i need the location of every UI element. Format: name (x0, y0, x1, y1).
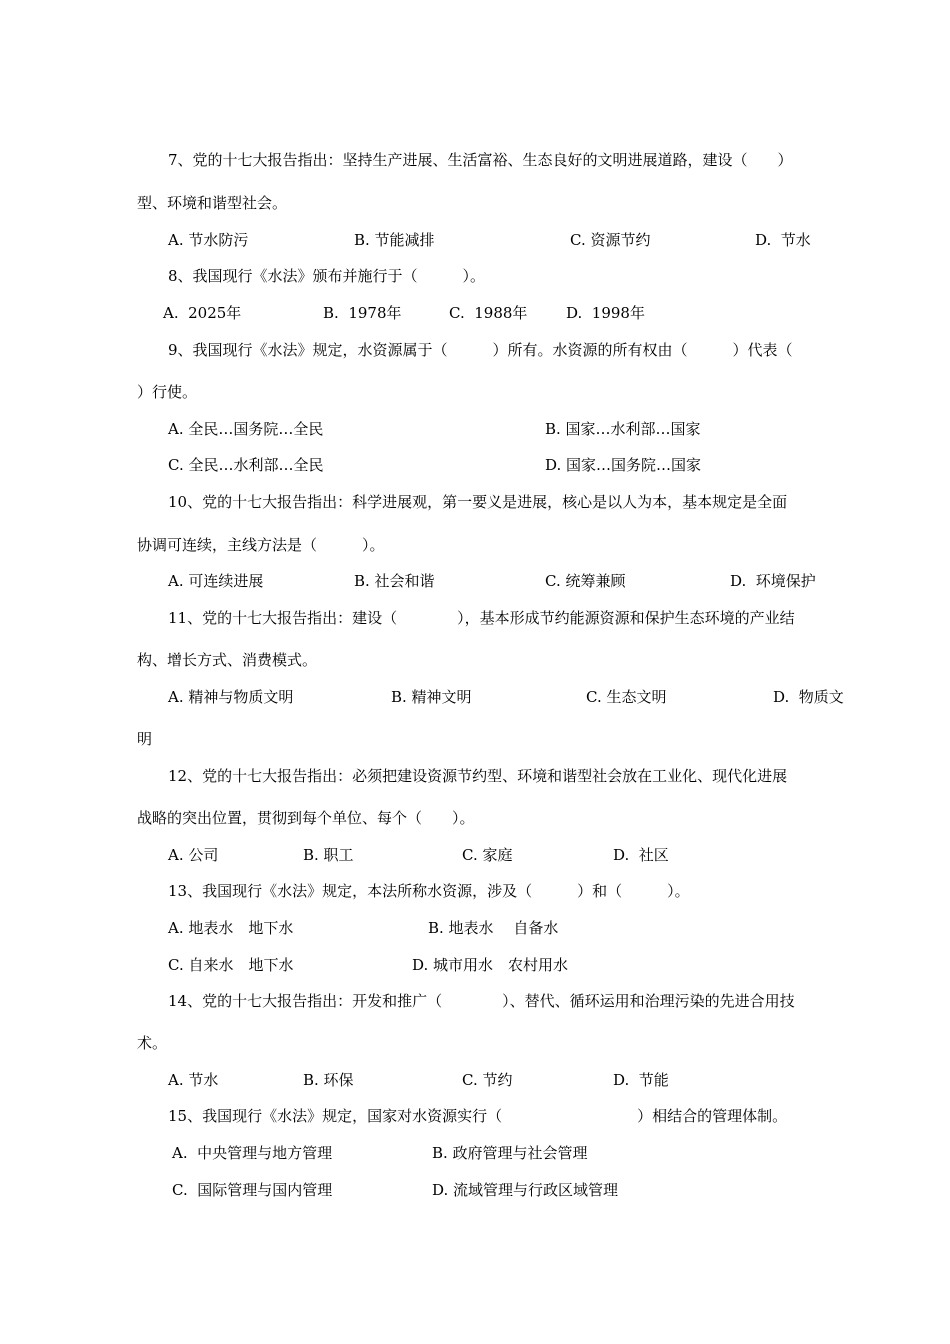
option-a: A. 全民…国务院…全民 (168, 420, 324, 438)
option-b: B. 环保 (303, 1071, 354, 1089)
option-b: B. 节能减排 (354, 231, 435, 249)
option-c: C. 生态文明 (586, 688, 667, 706)
option-b: B. 国家…水利部…国家 (545, 420, 701, 438)
question-8: 8、我国现行《水法》颁布并施行于（ ）。 (168, 267, 486, 285)
question-14-line-1: 14、党的十七大报告指出：开发和推广（ ）、替代、循环运用和治理污染的先进合用技 (168, 992, 795, 1010)
question-10-line-2: 协调可连续，主线方法是（ ）。 (137, 536, 385, 554)
option-b: B. 职工 (303, 846, 354, 864)
option-c: C. 资源节约 (570, 231, 651, 249)
option-a: A. 节水 (168, 1071, 219, 1089)
question-11-line-1: 11、党的十七大报告指出：建设（ ），基本形成节约能源资源和保护生态环境的产业结 (168, 609, 795, 627)
option-c: C. 1988年 (449, 304, 528, 322)
question-9-line-2: ）行使。 (137, 383, 198, 401)
option-a: A. 2025年 (163, 304, 242, 322)
question-14-line-2: 术。 (137, 1034, 168, 1052)
option-a: A. 精神与物质文明 (168, 688, 294, 706)
option-c: C. 全民…水利部…全民 (168, 456, 324, 474)
option-b: B. 地表水 自备水 (428, 919, 559, 937)
option-d: D. 国家…国务院…国家 (545, 456, 702, 474)
option-c: C. 家庭 (462, 846, 513, 864)
option-d: D. 环境保护 (730, 572, 816, 590)
option-b: B. 1978年 (323, 304, 402, 322)
question-11-line-2: 构、增长方式、消费模式。 (137, 651, 318, 669)
question-7-line-1: 7、党的十七大报告指出：坚持生产进展、生活富裕、生态良好的文明进展道路，建设（ ） (168, 151, 793, 169)
option-b: B. 社会和谐 (354, 572, 435, 590)
option-a: A. 可连续进展 (168, 572, 264, 590)
option-b: B. 精神文明 (391, 688, 472, 706)
option-d: D. 城市用水 农村用水 (412, 956, 569, 974)
option-c: C. 国际管理与国内管理 (172, 1181, 333, 1199)
option-b: B. 政府管理与社会管理 (432, 1144, 588, 1162)
question-12-line-2: 战略的突出位置，贯彻到每个单位、每个（ ）。 (137, 809, 475, 827)
question-10-line-1: 10、党的十七大报告指出：科学进展观，第一要义是进展，核心是以人为本，基本规定是全面 (168, 493, 788, 511)
option-c: C. 自来水 地下水 (168, 956, 294, 974)
option-d: D. 物质文 (773, 688, 844, 706)
option-d: D. 节水 (755, 231, 811, 249)
option-d: D. 社区 (613, 846, 669, 864)
question-12-line-1: 12、党的十七大报告指出：必须把建设资源节约型、环境和谐型社会放在工业化、现代化进展 (168, 767, 788, 785)
option-d: D. 流域管理与行政区域管理 (432, 1181, 619, 1199)
question-9-line-1: 9、我国现行《水法》规定，水资源属于（ ）所有。水资源的所有权由（ ）代表（ (168, 341, 793, 359)
option-d: D. 1998年 (566, 304, 645, 322)
question-7-line-2: 型、环境和谐型社会。 (137, 194, 288, 212)
option-a: A. 中央管理与地方管理 (172, 1144, 333, 1162)
option-c: C. 节约 (462, 1071, 513, 1089)
option-a: A. 公司 (168, 846, 219, 864)
question-15: 15、我国现行《水法》规定，国家对水资源实行（ ）相结合的管理体制。 (168, 1107, 788, 1125)
question-13: 13、我国现行《水法》规定，本法所称水资源，涉及（ ）和（ ）。 (168, 882, 690, 900)
option-d-continuation: 明 (137, 730, 153, 748)
option-d: D. 节能 (613, 1071, 669, 1089)
option-c: C. 统筹兼顾 (545, 572, 626, 590)
option-a: A. 节水防污 (168, 231, 249, 249)
option-a: A. 地表水 地下水 (168, 919, 294, 937)
